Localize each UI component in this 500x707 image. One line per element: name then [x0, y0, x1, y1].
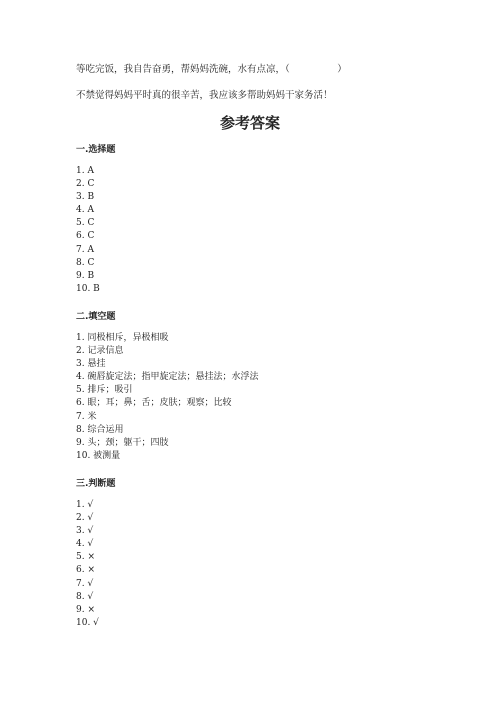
list-item: 10. B	[76, 283, 100, 294]
intro-line-1: 等吃完饭，我自告奋勇，帮妈妈洗碗，水有点凉，（ ）	[76, 64, 347, 75]
list-item: 2. C	[76, 179, 95, 190]
list-item: 4. √	[76, 539, 94, 550]
choice-answer-list	[76, 165, 100, 296]
list-item: 9. B	[76, 270, 95, 281]
list-item: 10. √	[76, 617, 99, 628]
section-heading-choice: 一.选择题	[76, 145, 116, 155]
list-item: 3. √	[76, 526, 94, 537]
list-item: 1. A	[76, 166, 94, 176]
list-item: 8. C	[76, 257, 95, 268]
list-item: 5. ×	[76, 552, 95, 563]
list-item: 5. 排斥；吸引	[76, 385, 133, 396]
list-item: 1. √	[76, 500, 94, 510]
section-heading-judge: 三.判断题	[76, 479, 116, 489]
list-item: 7. A	[76, 244, 94, 255]
list-item: 4. 碗唇旋定法；指甲旋定法；悬挂法；水浮法	[76, 372, 259, 383]
list-item: 9. 头；颈；躯干；四肢	[76, 437, 169, 448]
list-item: 2. 记录信息	[76, 346, 124, 357]
list-item: 7. √	[76, 578, 94, 589]
intro-line-2: 不禁觉得妈妈平时真的很辛苦，我应该多帮助妈妈干家务活！	[76, 90, 333, 101]
judge-answer-list	[76, 499, 99, 630]
page-title: 参考答案	[219, 114, 280, 132]
list-item: 6. 眼；耳；鼻；舌；皮肤；观察；比较	[76, 398, 232, 409]
list-item: 3. 悬挂	[76, 359, 106, 370]
list-item: 10. 被测量	[76, 450, 121, 461]
list-item: 7. 米	[76, 411, 97, 422]
list-item: 9. ×	[76, 604, 95, 615]
list-item: 6. ×	[76, 565, 95, 576]
fill-answer-list	[76, 332, 258, 463]
list-item: 4. A	[76, 205, 94, 216]
list-item: 2. √	[76, 513, 94, 524]
list-item: 6. C	[76, 231, 95, 242]
section-heading-fill: 二.填空题	[76, 312, 116, 322]
list-item: 5. C	[76, 218, 95, 229]
list-item: 3. B	[76, 192, 95, 203]
list-item: 1. 同极相斥，异极相吸	[76, 333, 169, 343]
list-item: 8. 综合运用	[76, 424, 124, 435]
list-item: 8. √	[76, 591, 94, 602]
